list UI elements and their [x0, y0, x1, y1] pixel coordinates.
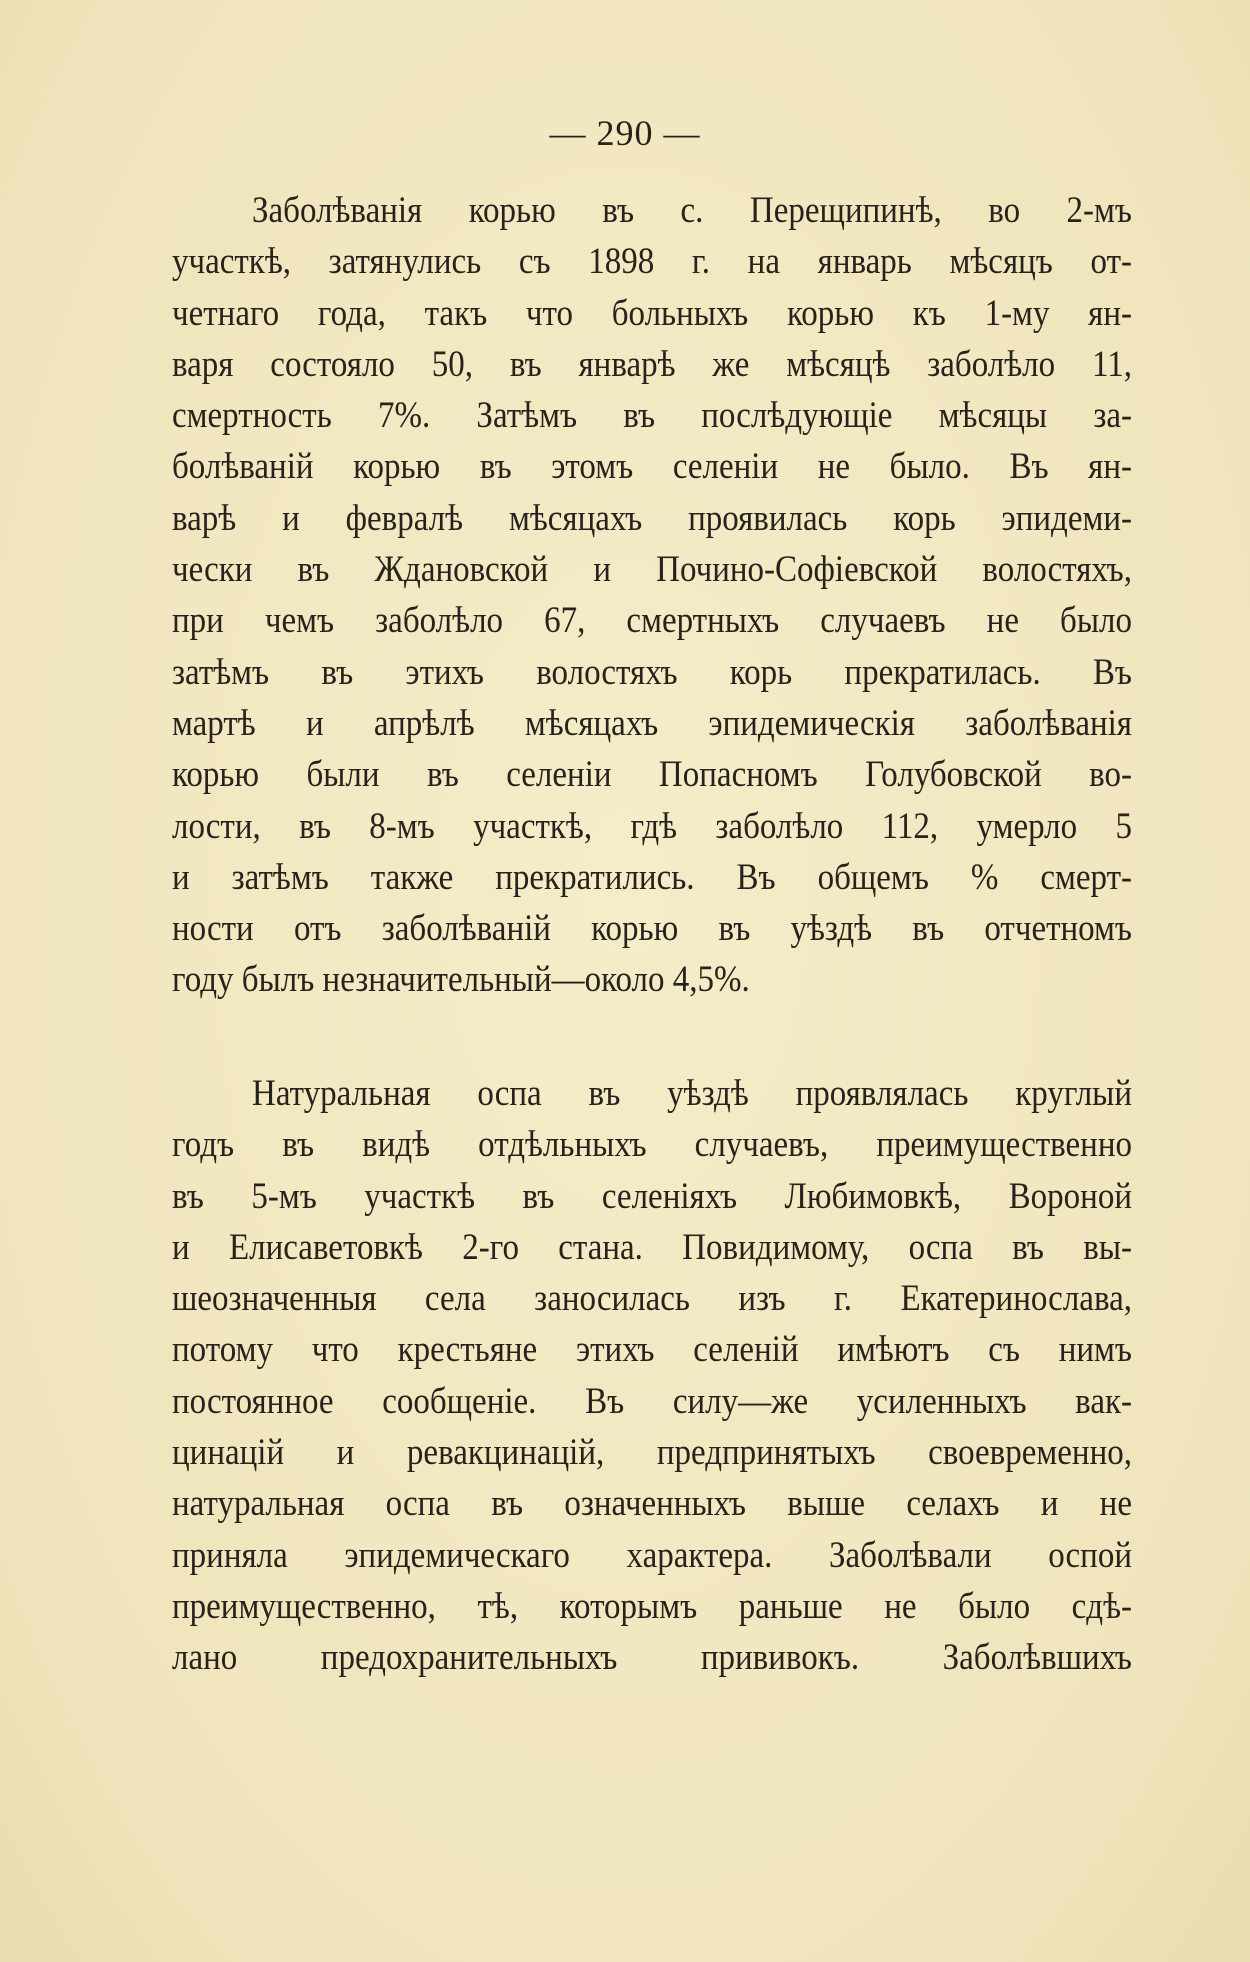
text-line: преимущественно, тѣ, которымъ раньше не было сдѣ-	[172, 1586, 1132, 1628]
text-line: лано предохранительныхъ прививокъ. Заболѣвшихъ	[172, 1638, 1132, 1679]
text-line: чески въ Ждановской и Почино-Софіевской волостяхъ,	[172, 549, 1132, 591]
paragraph-smallpox	[172, 1069, 1132, 1685]
text-line: цинацій и ревакцинацій, предпринятыхъ своевременно,	[172, 1432, 1132, 1474]
text-line: болѣваній корью въ этомъ селеніи не было. Въ ян-	[172, 447, 1132, 488]
text-line: варя состояло 50, въ январѣ же мѣсяцѣ заболѣло 11,	[172, 344, 1132, 385]
text-line: годъ въ видѣ отдѣльныхъ случаевъ, преимущественно	[172, 1125, 1132, 1166]
text-line: и затѣмъ также прекратились. Въ общемъ % смерт-	[172, 857, 1132, 898]
text-line: Натуральная оспа въ уѣздѣ проявлялась круглый	[252, 1073, 1132, 1115]
text-line: шеозначенныя села заносилась изъ г. Екатеринослава,	[172, 1278, 1132, 1320]
text-line: участкѣ, затянулись съ 1898 г. на январь мѣсяцъ от-	[172, 242, 1132, 283]
text-line: натуральная оспа въ означенныхъ выше селахъ и не	[172, 1484, 1132, 1525]
text-line: смертность 7%. Затѣмъ въ послѣдующіе мѣсяцы за-	[172, 395, 1132, 437]
text-line: лости, въ 8-мъ участкѣ, гдѣ заболѣло 112, умерло 5	[172, 806, 1132, 847]
text-line: году былъ незначительный—около 4,5%.	[172, 960, 750, 1001]
text-line: при чемъ заболѣло 67, смертныхъ случаевъ не было	[172, 601, 1132, 642]
text-line: постоянное сообщеніе. Въ силу—же усиленныхъ вак-	[172, 1381, 1132, 1422]
page-number: — 290 —	[549, 113, 701, 153]
text-line: Заболѣванія корью въ с. Перещипинѣ, во 2-мъ	[252, 190, 1132, 232]
text-line: мартѣ и апрѣлѣ мѣсяцахъ эпидемическія заболѣванія	[172, 703, 1132, 745]
text-line: варѣ и февралѣ мѣсяцахъ проявилась корь эпидеми-	[172, 498, 1132, 539]
text-line: затѣмъ въ этихъ волостяхъ корь прекратилась. Въ	[172, 652, 1132, 693]
text-line: приняла эпидемическаго характера. Заболѣвали оспой	[172, 1535, 1132, 1576]
text-line: ности отъ заболѣваній корью въ уѣздѣ въ отчетномъ	[172, 908, 1132, 950]
text-line: корью были въ селеніи Попасномъ Голубовской во-	[172, 755, 1132, 796]
text-line: четнаго года, такъ что больныхъ корью къ 1-му ян-	[172, 293, 1132, 334]
paragraph-measles	[172, 186, 1132, 1007]
text-line: и Елисаветовкѣ 2-го стана. Повидимому, оспа въ вы-	[172, 1227, 1132, 1268]
text-line: потому что крестьяне этихъ селеній имѣютъ съ нимъ	[172, 1330, 1132, 1371]
text-line: въ 5-мъ участкѣ въ селеніяхъ Любимовкѣ, Вороной	[172, 1176, 1132, 1217]
